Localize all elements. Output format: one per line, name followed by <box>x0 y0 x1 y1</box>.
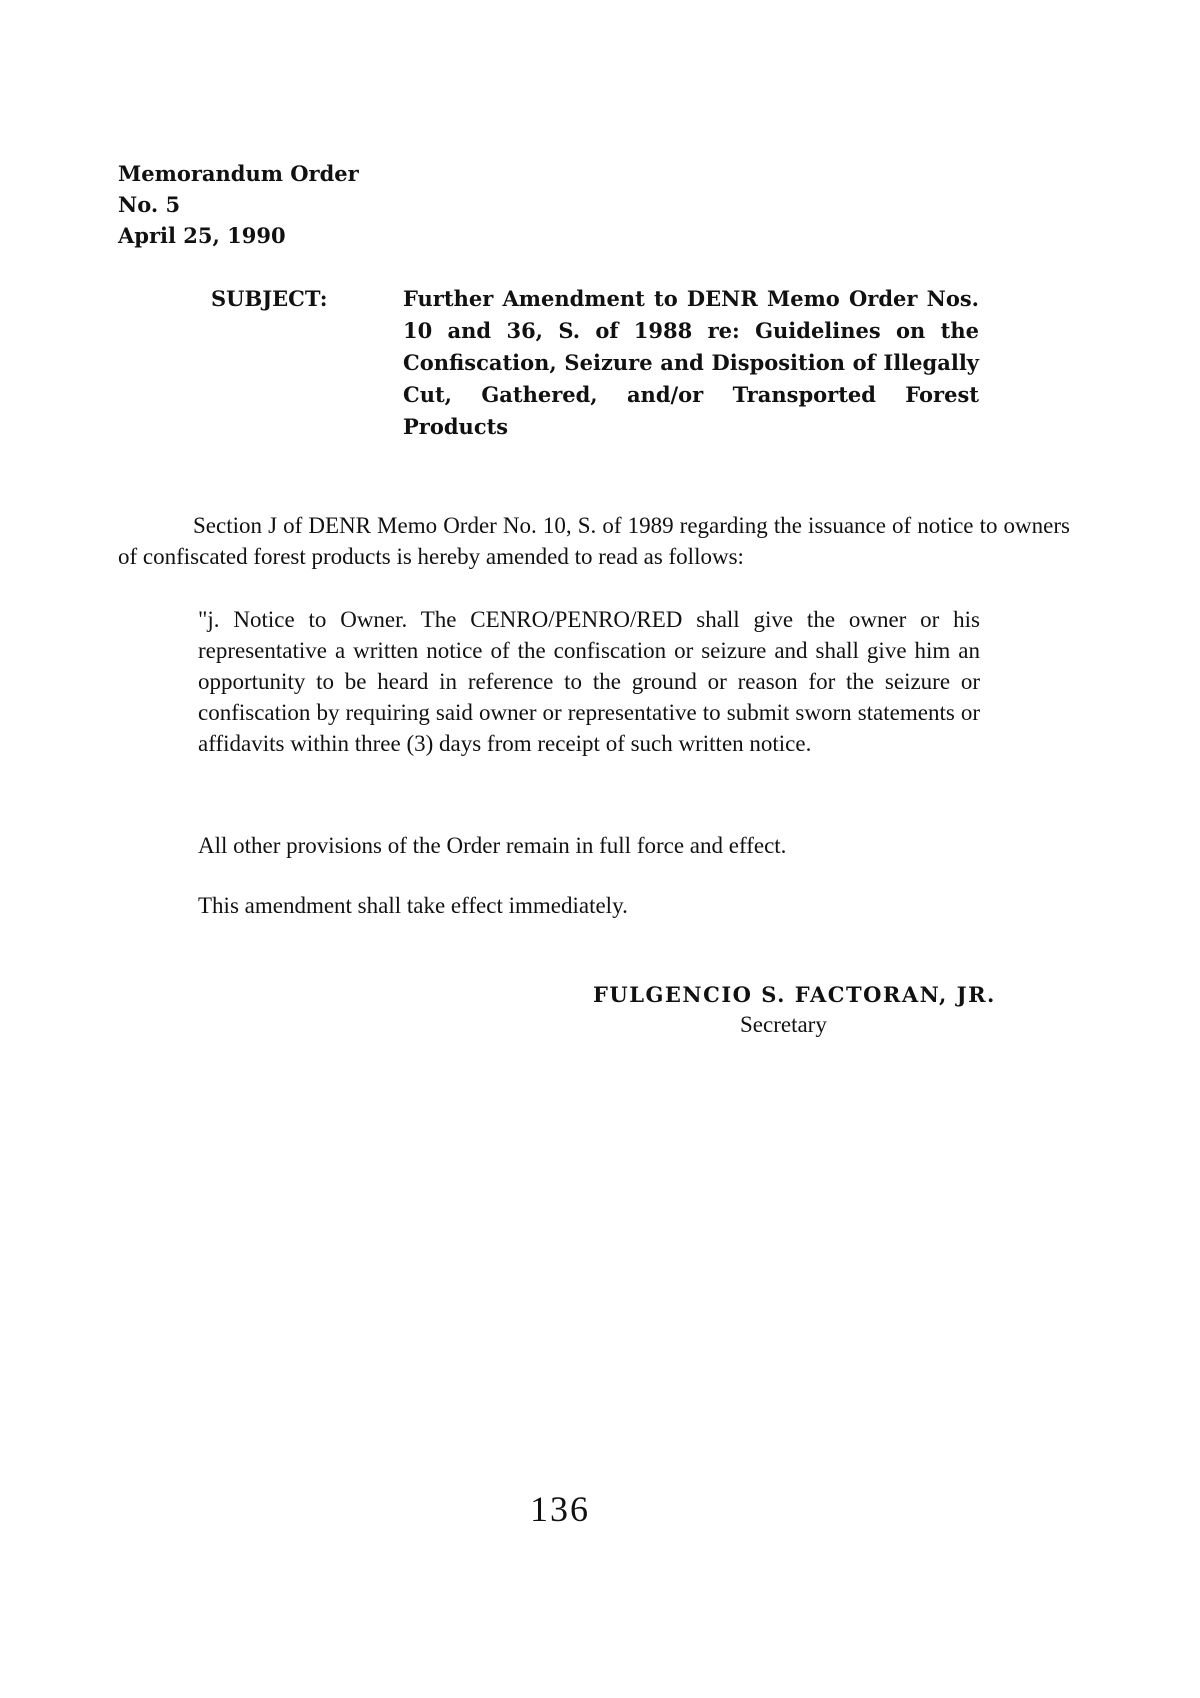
quoted-amendment-paragraph: "j. Notice to Owner. The CENRO/PENRO/RED shall give the owner or his representative a written notice of the confiscation or seizure and shall give him an opportunity to be heard in reference to the ground or reason for the seizure or confiscation by requiring said owner or representative to submit sworn statements or affidavits within three (3) days from receipt of such written notice. <box>198 607 980 756</box>
intro-paragraph: Section J of DENR Memo Order No. 10, S. of 1989 regarding the issuance of notice to owners of confiscated forest products is hereby amended to read as follows: <box>118 513 1070 569</box>
signatory-title: Secretary <box>740 1012 827 1037</box>
subject-label: SUBJECT: <box>211 286 328 311</box>
signatory-name: FULGENCIO S. FACTORAN, JR. <box>593 982 996 1007</box>
memo-title: Memorandum Order <box>118 161 359 186</box>
memo-number: No. 5 <box>118 192 181 217</box>
page-number: 136 <box>530 1489 590 1529</box>
subject-text: Further Amendment to DENR Memo Order Nos. 10 and 36, S. of 1988 re: Guidelines on the Confiscation, Seizure and Disposition of Illegally Cut, Gathered, and/or Transported Forest Products <box>403 286 979 439</box>
effectivity-paragraph: This amendment shall take effect immediately. <box>198 893 628 918</box>
other-provisions-paragraph: All other provisions of the Order remain in full force and effect. <box>198 833 787 858</box>
memo-date: April 25, 1990 <box>118 223 286 248</box>
memo-header <box>118 158 359 251</box>
